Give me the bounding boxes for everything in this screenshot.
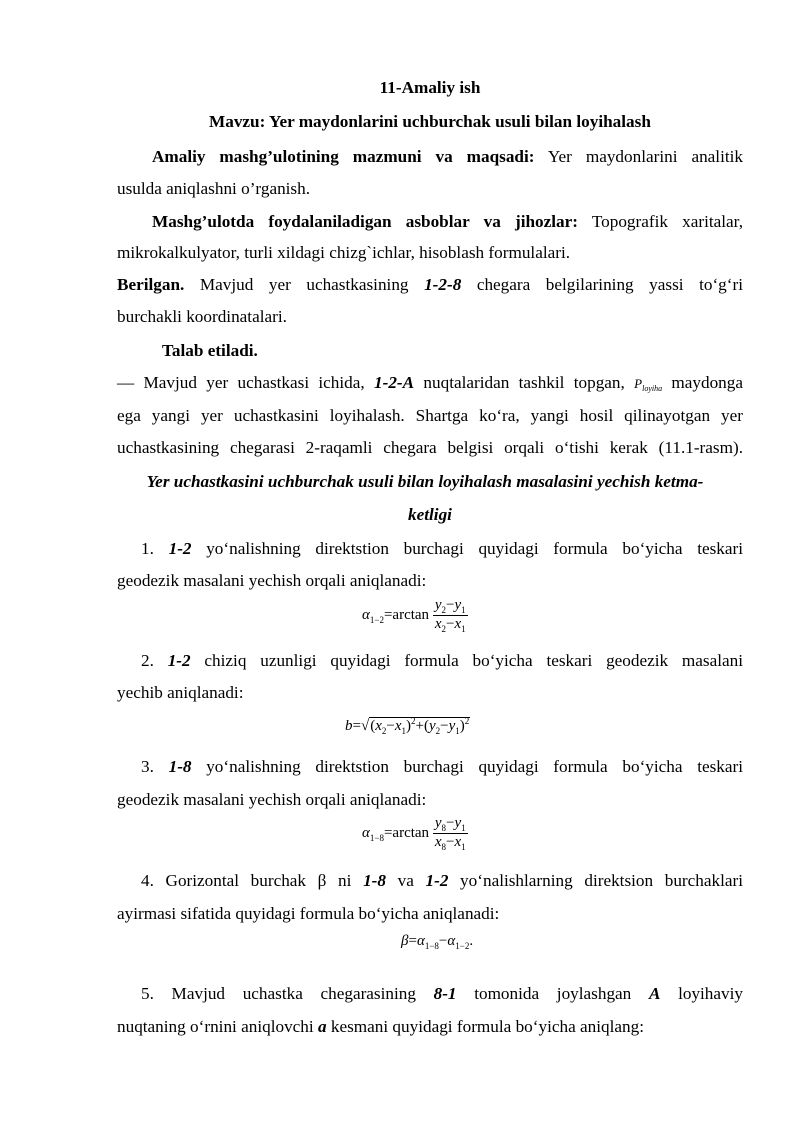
document-title: 11-Amaliy ish <box>379 78 481 97</box>
step-2-line2: yechib aniqlanadi: <box>117 683 244 702</box>
task-paragraph-line3: uchastkasining chegarasi 2-raqamli chegara belgisi orqali o‘tishi kerak (11.1-rasm). <box>117 438 743 457</box>
task-paragraph-line2: ega yangi yer uchastkasini loyihalash. Shartga ko‘ra, yangi hosil qilinayotgan yer <box>117 406 743 425</box>
step-5-line1: 5. Mavjud uchastka chegarasining 8-1 tomonida joylashgan A loyihaviy <box>141 984 743 1003</box>
given-paragraph-line1: Berilgan. Mavjud yer uchastkasining 1-2-8 chegara belgilarining yassi to‘g‘ri <box>117 275 743 294</box>
document-subject: Mavzu: Yer maydonlarini uchburchak usuli bilan loyihalash <box>209 112 651 131</box>
step-3-line1: 3. 1-8 yo‘nalishning direktstion burchagi quyidagi formula bo‘yicha teskari <box>141 757 744 776</box>
tools-paragraph-line1: Mashg’ulotda foydalaniladigan asboblar va jihozlar: Topografik xaritalar, <box>152 212 743 231</box>
goal-paragraph-line1: Amaliy mashg’ulotining mazmuni va maqsadi: Yer maydonlarini analitik <box>152 147 743 166</box>
step-4-line1: 4. Gorizontal burchak β ni 1-8 va 1-2 yo‘nalishlarning direktsion burchaklari <box>141 871 743 890</box>
given-paragraph-line2: burchakli koordinatalari. <box>117 307 287 326</box>
step-3-line2: geodezik masalani yechish orqali aniqlanadi: <box>117 790 427 809</box>
step-4-line2: ayirmasi sifatida quyidagi formula bo‘yicha aniqlanadi: <box>117 904 500 923</box>
required-heading: Talab etiladi. <box>162 341 258 360</box>
task-paragraph-line1: — Mavjud yer uchastkasi ichida, 1-2-A nuqtalaridan tashkil topgan, $P_{loyiha}$ maydonga <box>117 373 743 393</box>
formula-alpha-1-8: $\alpha_{1-8}=\arctan$ $\frac{y_8-y_1}{x_8-x_1}$ <box>362 815 466 852</box>
formula-beta: $\beta=\alpha_{1-8}-\alpha_{1-2}$. <box>401 933 474 951</box>
section-title-line2: ketligi <box>408 505 452 524</box>
formula-alpha-1-2: $\alpha_{1-2}=\arctan$ $\frac{y_2-y_1}{x_2-x_1}$ <box>362 597 466 634</box>
step-5-line2: nuqtaning o‘rnini aniqlovchi a kesmani quyidagi formula bo‘yicha aniqlang: <box>117 1017 644 1036</box>
step-1-line2: geodezik masalani yechish orqali aniqlanadi: <box>117 571 427 590</box>
tools-paragraph-line2: mikrokalkulyator, turli xildagi chizg`ichlar, hisoblash formulalari. <box>117 243 571 262</box>
p-loyiha-symbol: $P_{loyiha}$ <box>634 376 663 393</box>
goal-paragraph-line2: usulda aniqlashni o’rganish. <box>117 179 311 198</box>
formula-length-b: $b=√(x_2-x_1)^2+(y_2-y_1)^2$ <box>345 716 470 736</box>
section-title-line1: Yer uchastkasini uchburchak usuli bilan loyihalash masalasini yechish ketma- <box>146 472 704 491</box>
step-2-line1: 2. 1-2 chiziq uzunligi quyidagi formula bo‘yicha teskari geodezik masalani <box>141 651 744 670</box>
step-1-line1: 1. 1-2 yo‘nalishning direktstion burchagi quyidagi formula bo‘yicha teskari <box>141 539 744 558</box>
